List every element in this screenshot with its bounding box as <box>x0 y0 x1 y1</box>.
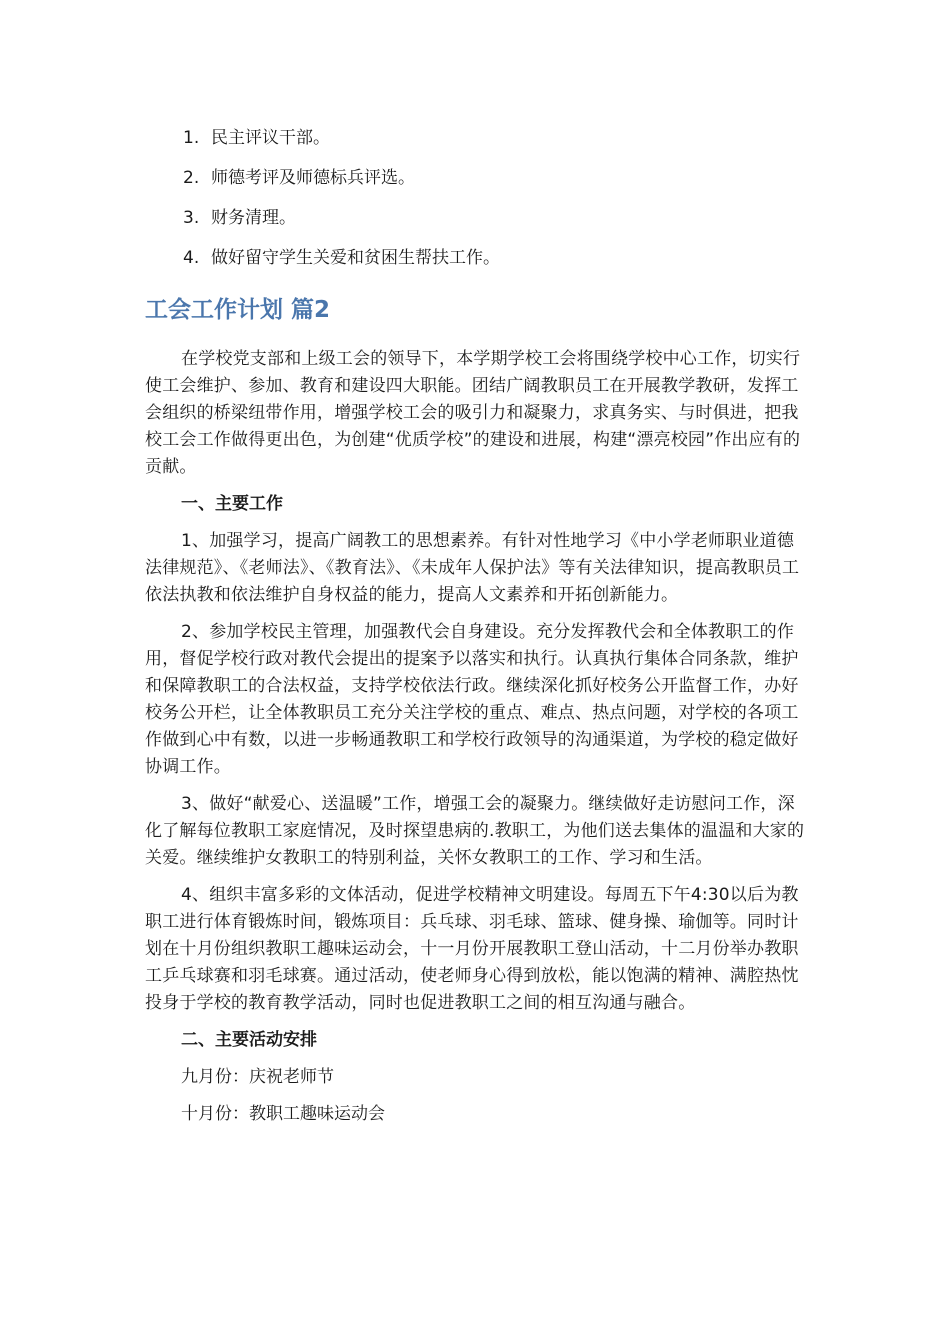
list-item <box>183 124 500 164</box>
subheading-main-work: 一、主要工作 <box>181 494 283 514</box>
work-item-4: 4、组织丰富多彩的文体活动，促进学校精神文明建设。每周五下午4:30以后为教职工进行体育锻炼时间，锻炼项目：兵乓球、羽毛球、篮球、健身操、瑜伽等。同时计划在十月份组织教职工趣味运动会，十一月份开展教职工登山活动，十二月份举办教职工乒乓球赛和羽毛球赛。通过活动，使老师身心得到放松，能以饱满的精神、满腔热忱投身于学校的教育教学活动，同时也促进教职工之间的相互沟通与融合。 <box>145 885 799 1013</box>
list-item-text: 师德考评及师德标兵评选。 <box>211 168 415 188</box>
intro-paragraph: 在学校党支部和上级工会的领导下，本学期学校工会将围绕学校中心工作，切实行使工会维护、参加、教育和建设四大职能。团结广阔教职员工在开展教学教研，发挥工会组织的桥梁纽带作用，增强学校工会的吸引力和凝聚力，求真务实、与时俱进，把我校工会工作做得更出色，为创建“优质学校”的建设和进展，构建“漂亮校园”作出应有的贡献。 <box>145 349 801 477</box>
section-body <box>145 346 810 1138</box>
work-item-3: 3、做好“献爱心、送温暖”工作，增强工会的凝聚力。继续做好走访慰问工作，深化了解每位教职工家庭情况，及时探望患病的.教职工，为他们送去集体的温温和大家的关爱。继续维护女教职工的特别利益，关怀女教职工的工作、学习和生活。 <box>145 794 805 868</box>
work-item-1: 1、加强学习，提高广阔教工的思想素养。有针对性地学习《中小学老师职业道德法律规范》、《老师法》、《教育法》、《未成年人保护法》等有关法律知识，提高教职员工依法执教和依法维护自身权益的能力，提高人文素养和开拓创新能力。 <box>145 531 800 605</box>
list-item <box>183 204 500 244</box>
list-item <box>183 244 500 284</box>
list-item <box>183 164 500 204</box>
list-item-number: 4. <box>183 248 200 268</box>
list-item-text: 做好留守学生关爱和贫困生帮扶工作。 <box>211 248 500 268</box>
activity-september: 九月份：庆祝老师节 <box>181 1067 334 1087</box>
work-item-2: 2、参加学校民主管理，加强教代会自身建设。充分发挥教代会和全体教职工的作用，督促学校行政对教代会提出的提案予以落实和执行。认真执行集体合同条款，维护和保障教职工的合法权益，支持学校依法行政。继续深化抓好校务公开监督工作，办好校务公开栏，让全体教职员工充分关注学校的重点、难点、热点问题，对学校的各项工作做到心中有数，以进一步畅通教职工和学校行政领导的沟通渠道，为学校的稳定做好协调工作。 <box>145 622 799 777</box>
list-item-number: 1. <box>183 128 200 148</box>
list-item-number: 3. <box>183 208 200 228</box>
subheading-activities: 二、主要活动安排 <box>181 1030 317 1050</box>
list-item-number: 2. <box>183 168 200 188</box>
list-item-text: 财务清理。 <box>211 208 296 228</box>
activity-october: 十月份：教职工趣味运动会 <box>181 1104 385 1124</box>
numbered-list <box>183 124 500 284</box>
list-item-text: 民主评议干部。 <box>211 128 330 148</box>
section-title: 工会工作计划 篇2 <box>145 297 331 323</box>
